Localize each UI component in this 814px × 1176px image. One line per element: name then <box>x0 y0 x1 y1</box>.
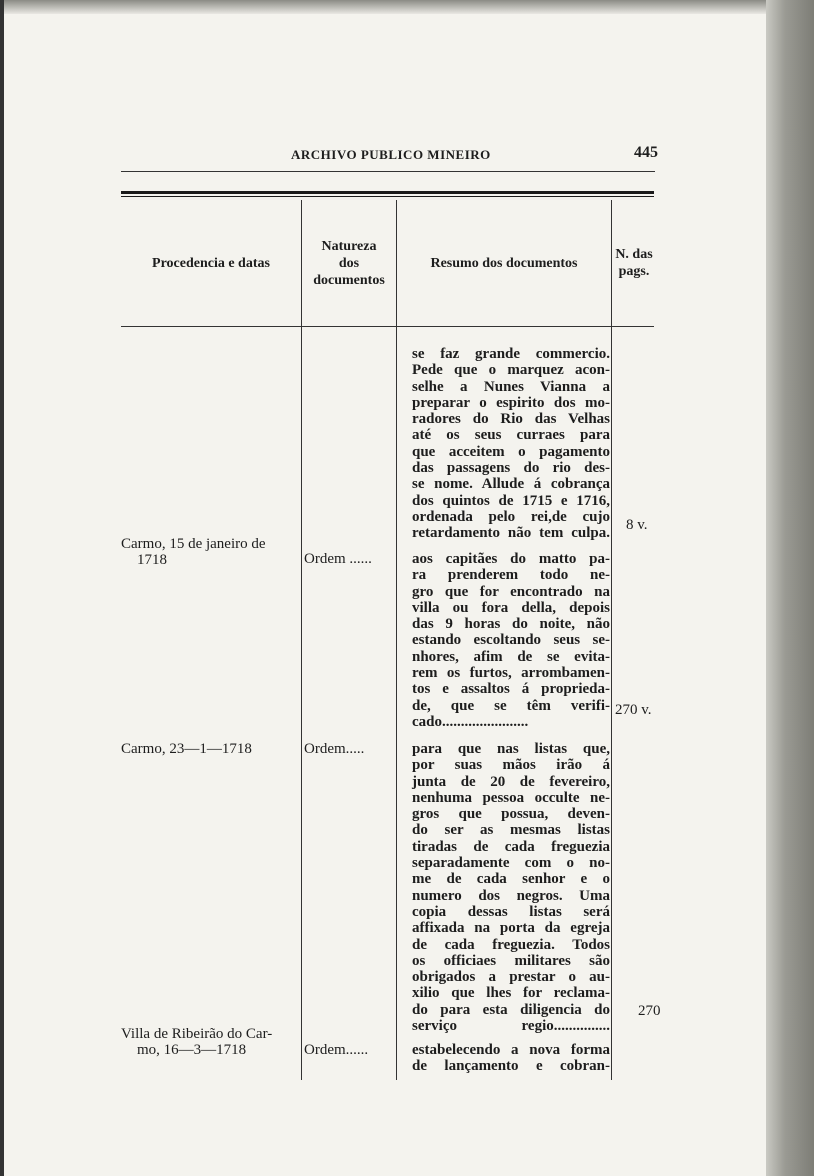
procedencia-entry-3 <box>121 1026 272 1058</box>
page-top-shadow <box>0 0 814 14</box>
procedencia-entry-2 <box>121 741 252 757</box>
resumo-line: dos quintos de 1715 e 1716, <box>412 492 610 509</box>
resumo-line: numero dos negros. Uma <box>412 887 610 904</box>
resumo-line: villa ou fora della, depois <box>412 599 610 616</box>
resumo-line: das 9 horas do noite, não <box>412 616 610 633</box>
natureza-line-1: Natureza <box>321 239 377 254</box>
resumo-line: copia dessas listas será <box>412 903 610 920</box>
resumo-line: se nome. Allude á cobrança <box>412 476 610 493</box>
resumo-line: gro que for encontrado na <box>412 583 610 600</box>
column-header-natureza <box>302 238 396 289</box>
column-header-pags <box>612 246 656 280</box>
resumo-line: xilio que lhes for reclama- <box>412 985 610 1002</box>
pags-line-1: N. das <box>615 247 653 262</box>
resumo-line: tos e assaltos á proprieda- <box>412 681 610 698</box>
resumo-line: que acceitem o pagamento <box>412 443 610 460</box>
procedencia-line: Carmo, 23—1—1718 <box>121 741 252 757</box>
resumo-line: selhe a Nunes Vianna a <box>412 378 610 395</box>
natureza-entry-3: Ordem...... <box>304 1042 369 1058</box>
resumo-line: nenhuma pessoa occulte ne- <box>412 789 610 806</box>
resumo-line: junta de 20 de fevereiro, <box>412 773 610 790</box>
procedencia-line: 1718 <box>137 552 167 569</box>
resumo-entry-0 <box>412 346 610 542</box>
column-header-resumo: Resumo dos documentos <box>430 256 578 271</box>
resumo-line: até os seus curraes para <box>412 427 610 444</box>
resumo-line: affixada na porta da egreja <box>412 920 610 937</box>
column-header-procedencia: Procedencia e datas <box>152 256 270 271</box>
resumo-line: estabelecendo a nova forma <box>412 1042 610 1058</box>
resumo-line: tiradas de cada freguezia <box>412 838 610 855</box>
pags-entry-0: 8 v. <box>626 517 648 533</box>
resumo-entry-3 <box>412 1042 610 1075</box>
resumo-line: das passagens do rio des- <box>412 460 610 477</box>
resumo-line: rem os furtos, arrombamen- <box>412 665 610 682</box>
resumo-line: do ser as mesmas listas <box>412 822 610 839</box>
natureza-entry-2: Ordem..... <box>304 741 365 757</box>
resumo-line: estando escoltando seus se- <box>412 632 610 649</box>
resumo-line: de cada freguezia. Todos <box>412 936 610 953</box>
procedencia-line: Villa de Ribeirão do Car- <box>121 1026 273 1042</box>
resumo-line: ordenada pelo rei,de cujo <box>412 508 610 525</box>
col-divider-3 <box>611 200 612 1080</box>
resumo-line: ra prenderem todo ne- <box>412 567 610 584</box>
col-divider-2 <box>396 200 397 1080</box>
pags-line-2: pags. <box>618 264 650 279</box>
resumo-line: radores do Rio das Velhas <box>412 411 610 428</box>
resumo-line: do para esta diligencia do <box>412 1001 610 1018</box>
resumo-line: cado....................... <box>412 713 529 730</box>
resumo-entry-2 <box>412 741 610 1034</box>
resumo-line: Pede que o marquez acon- <box>412 362 610 379</box>
procedencia-entry-1 <box>121 536 266 568</box>
col-divider-1 <box>301 200 302 1080</box>
natureza-line-3: documentos <box>313 273 385 288</box>
resumo-line: por suas mãos irão á <box>412 757 610 774</box>
procedencia-line: mo, 16—3—1718 <box>137 1042 247 1059</box>
resumo-line: para que nas listas que, <box>412 741 610 757</box>
header-rule <box>121 171 655 172</box>
resumo-line: nhores, afim de se evita- <box>412 648 610 665</box>
pags-entry-2: 270 <box>638 1003 661 1019</box>
pags-entry-1: 270 v. <box>615 702 652 718</box>
header-bottom-rule <box>121 326 654 327</box>
running-header-title: ARCHIVO PUBLICO MINEIRO <box>291 147 491 162</box>
resumo-line: separadamente com o no- <box>412 855 610 872</box>
page-right-edge <box>766 0 814 1176</box>
resumo-line: de lançamento e cobran- <box>412 1058 610 1075</box>
natureza-line-2: dos <box>338 256 360 271</box>
page-left-edge <box>0 0 4 1176</box>
resumo-line: aos capitães do matto pa- <box>412 551 610 567</box>
resumo-line: serviço regio............... <box>412 1018 610 1035</box>
resumo-line: retardamento não tem culpa. <box>412 525 610 542</box>
resumo-line: me de cada senhor e o <box>412 871 610 888</box>
resumo-line: gros que possua, deven- <box>412 806 610 823</box>
table-top-rule-thin <box>121 196 654 197</box>
procedencia-line: Carmo, 15 de janeiro de <box>121 536 266 552</box>
natureza-entry-1: Ordem ...... <box>304 551 372 567</box>
resumo-entry-1 <box>412 551 610 730</box>
resumo-line: de, que se têm verifi- <box>412 697 610 714</box>
resumo-line: se faz grande commercio. <box>412 346 610 362</box>
page-number: 445 <box>634 144 658 161</box>
resumo-line: os officiaes militares são <box>412 952 610 969</box>
table-top-rule <box>121 191 654 194</box>
resumo-line: obrigados a prestar o au- <box>412 969 610 986</box>
resumo-line: preparar o espirito dos mo- <box>412 394 610 411</box>
